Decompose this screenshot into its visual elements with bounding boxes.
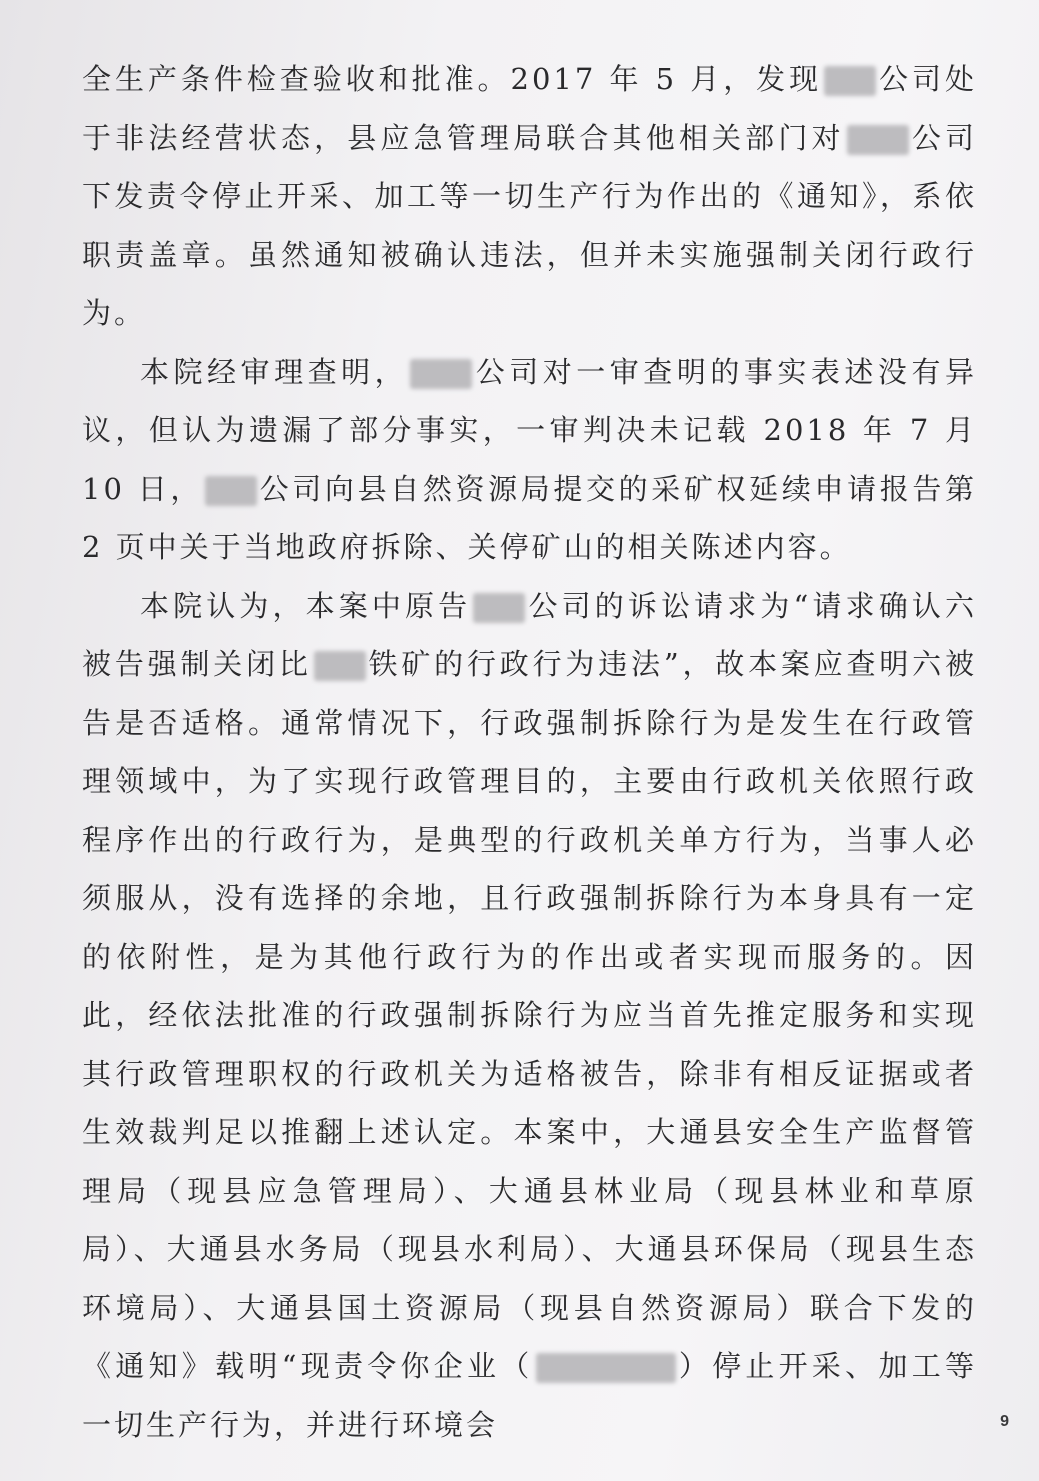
paragraph-text-segment: 全生产条件检查验收和批准。2017 年 5 月，发现 xyxy=(82,62,823,96)
redacted-name-block xyxy=(536,1353,676,1383)
redacted-name-block xyxy=(314,651,366,681)
paragraph-text-segment: 铁矿的行政行为违法”，故本案应查明六被告是否适格。通常情况下，行政强制拆除行为是发生在行政管理领域中，为了实现行政管理目的，主要由行政机关依照行政程序作出的行政行为，是典型的行政机关单方行为，当事人必须服从，没有选择的余地，且行政强制拆除行为本身具有一定的依附性，是为其他行政行为的作出或者实现而服务的。因此，经依法批准的行政强制拆除行为应当首先推定服务和实现其行政管理职权的行政机关为适格被告，除非有相反证据或者生效裁判足以推翻上述认定。本案中，大通县安全生产监督管理局（现县应急管理局）、大通县林业局（现县林业和草原局）、大通县水务局（现县水利局）、大通县环保局（现县生态环境局）、大通县国土资源局（现县自然资源局）联合下发的《通知》载明“现责令你企业（ xyxy=(82,647,977,1383)
paragraph-text-segment: 本院认为，本案中原告 xyxy=(140,588,472,623)
paragraph xyxy=(82,577,977,1455)
paragraph-text-segment: ）停止开采、加工等一切生产行为，并进行环境会 xyxy=(82,1349,977,1442)
redacted-name-block xyxy=(473,593,525,623)
redacted-name-block xyxy=(205,476,257,506)
paragraph-text-segment: 本院经审理查明， xyxy=(140,354,409,389)
redacted-name-block xyxy=(824,66,876,96)
paragraph-text-segment: 公司处于非法经营状态，县应急管理局联合其他相关部门对 xyxy=(82,62,977,155)
page-number: 9 xyxy=(1000,1413,1009,1430)
paragraph-text-segment: 公司向县自然资源局提交的采矿权延续申请报告第 2 页中关于当地政府拆除、关停矿山的相关陈述内容。 xyxy=(82,471,977,564)
redacted-name-block xyxy=(410,359,472,389)
paragraph xyxy=(82,343,977,577)
paragraph-text-segment: 公司的诉讼请求为“请求确认六被告强制关闭比 xyxy=(82,588,977,681)
redacted-name-block xyxy=(847,125,909,155)
judgment-body-text xyxy=(82,50,977,1454)
paragraph-text-segment: 公司下发责令停止开采、加工等一切生产行为作出的《通知》，系依职责盖章。虽然通知被确认违法，但并未实施强制关闭行政行为。 xyxy=(82,120,977,330)
paragraph-text-segment: 公司对一审查明的事实表述没有异议，但认为遗漏了部分事实，一审判决未记载 2018 年 7 月 10 日， xyxy=(82,354,977,506)
paragraph xyxy=(82,50,977,343)
